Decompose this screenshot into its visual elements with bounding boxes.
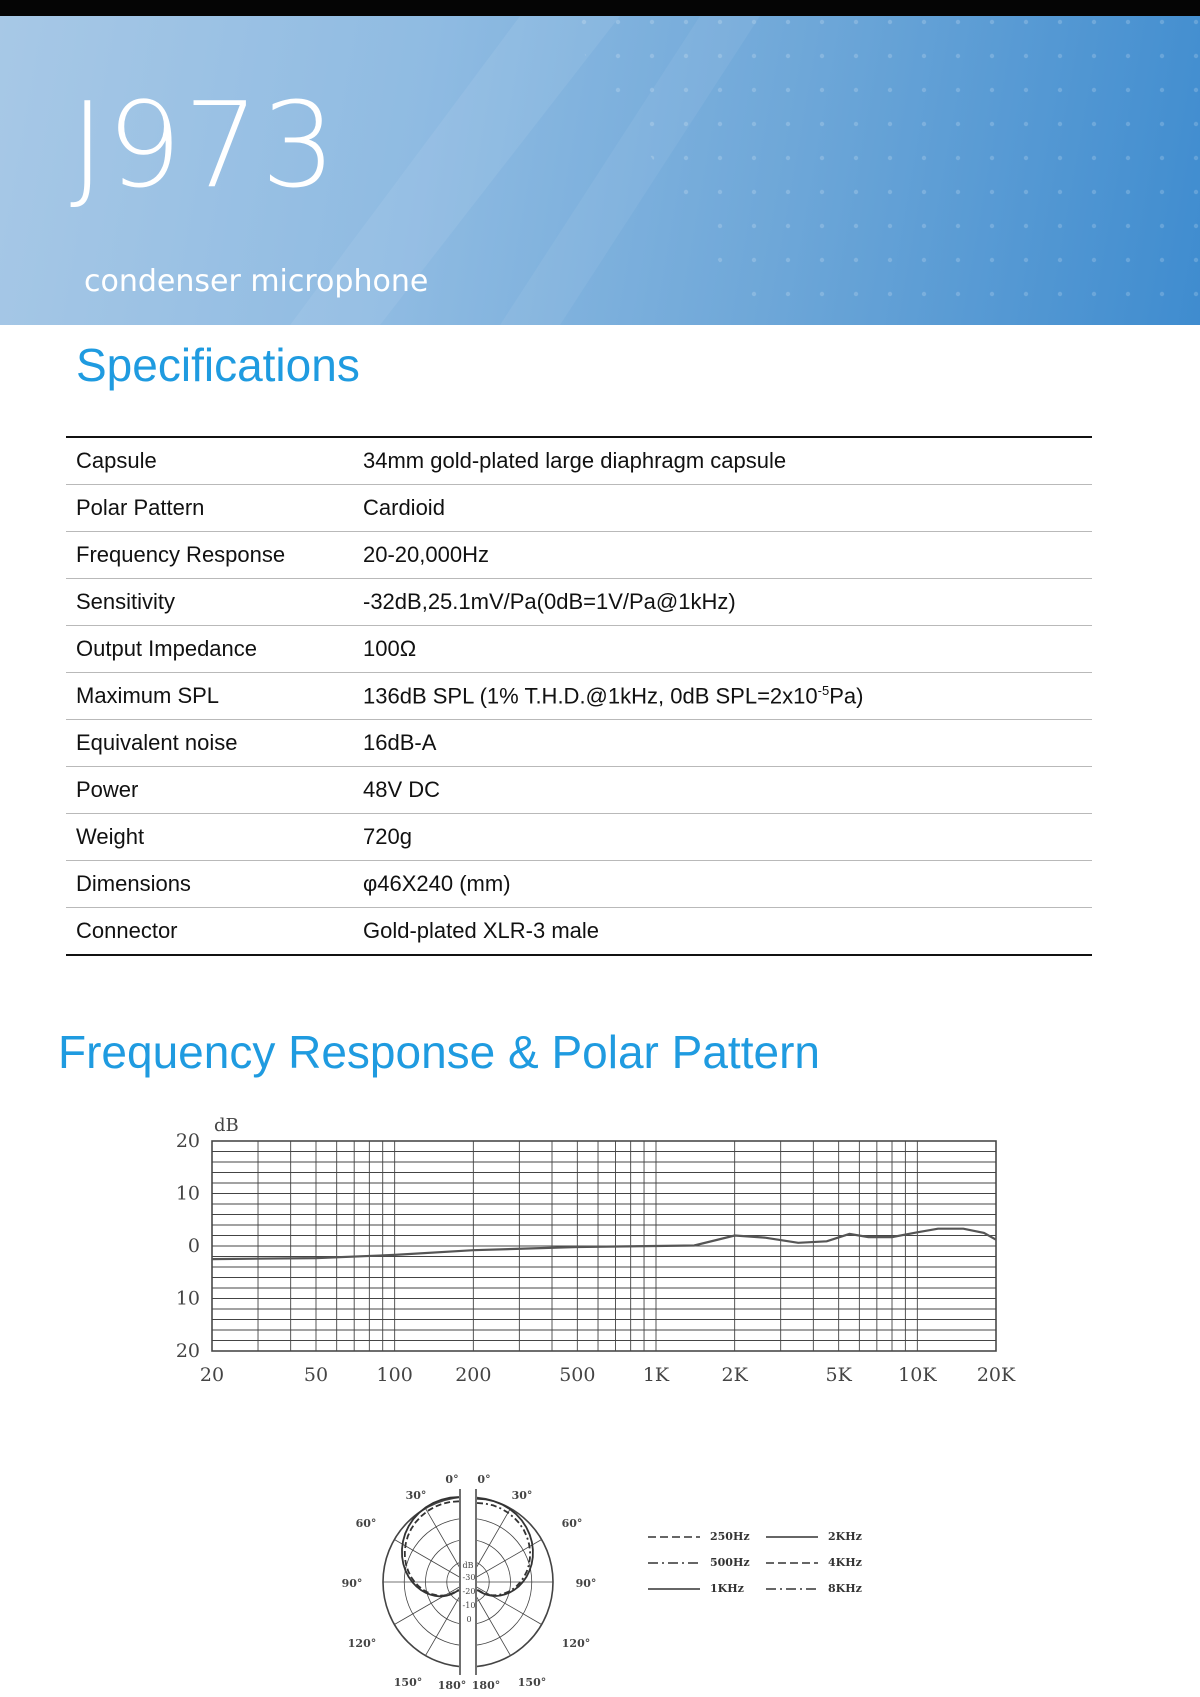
polar-angle-label: 30° (511, 1489, 533, 1502)
spec-value-text: 136dB SPL (1% T.H.D.@1kHz, 0dB SPL=2x10 (363, 683, 818, 709)
spec-label: Power (66, 767, 353, 814)
polar-pattern-chart (342, 1473, 597, 1692)
x-tick-label: 500 (559, 1364, 596, 1386)
spec-label: Maximum SPL (66, 673, 353, 720)
spec-value-text: Gold-plated XLR-3 male (363, 918, 600, 943)
y-tick-label: 20 (175, 1340, 200, 1362)
spec-label: Dimensions (66, 861, 353, 908)
spec-label: Frequency Response (66, 532, 353, 579)
spec-value-tail: Pa) (829, 683, 864, 709)
polar-spoke (468, 1582, 542, 1625)
legend-line-swatch (648, 1584, 700, 1594)
polar-radial-label: -30 (462, 1573, 476, 1582)
polar-angle-label: 180° (471, 1679, 501, 1692)
spec-value-text: 100Ω (363, 636, 417, 661)
frequency-response-chart (176, 1115, 1016, 1386)
polar-radial-label: 0 (466, 1615, 472, 1624)
polar-angle-label: 60° (561, 1517, 583, 1530)
legend-item (766, 1556, 862, 1569)
legend-item (648, 1530, 750, 1543)
x-tick-label: 20 (199, 1364, 225, 1386)
spec-value-text: 16dB-A (363, 730, 437, 755)
product-model: J973 (70, 76, 339, 214)
legend-item (766, 1530, 862, 1543)
polar-radial-label: -10 (462, 1601, 476, 1610)
polar-angle-label: 90° (341, 1577, 363, 1590)
legend-line-swatch (766, 1558, 818, 1568)
polar-angle-label: 90° (575, 1577, 597, 1590)
spec-value-text: 20-20,000Hz (363, 542, 489, 567)
x-tick-label: 50 (303, 1364, 329, 1386)
polar-angle-label: 150° (393, 1676, 423, 1689)
polar-angle-label: 0° (477, 1473, 491, 1486)
y-tick-label: 10 (175, 1182, 200, 1205)
spec-label: Weight (66, 814, 353, 861)
polar-angle-label: 120° (561, 1637, 591, 1650)
polar-angle-label: 60° (355, 1517, 377, 1530)
polar-trace (477, 1499, 533, 1596)
spec-value-text: 720g (363, 824, 412, 849)
legend-line-swatch (766, 1532, 818, 1542)
polar-angle-label: 120° (347, 1637, 377, 1650)
spec-value-text: 34mm gold-plated large diaphragm capsule (363, 448, 787, 473)
product-subtitle: condenser microphone (84, 264, 429, 299)
spec-value-text: -32dB,25.1mV/Pa(0dB=1V/Pa@1kHz) (363, 589, 736, 614)
x-tick-label: 100 (376, 1364, 413, 1386)
y-tick-label: 0 (187, 1235, 200, 1257)
polar-unit-label: dB (462, 1561, 474, 1570)
legend-item (648, 1556, 750, 1569)
spec-value-text: Cardioid (363, 495, 445, 520)
legend-item (766, 1582, 862, 1595)
legend-item (648, 1582, 744, 1595)
frequency-polar-heading: Frequency Response & Polar Pattern (58, 1026, 820, 1078)
spec-value-text: 48V DC (363, 777, 441, 802)
legend-line-swatch (648, 1558, 700, 1568)
polar-angle-label: 180° (437, 1679, 467, 1692)
center-axis-gap (459, 1485, 477, 1679)
spec-value-text: φ46X240 (mm) (363, 871, 511, 896)
x-tick-label: 200 (455, 1364, 492, 1386)
spec-label: Equivalent noise (66, 720, 353, 767)
x-tick-label: 20K (976, 1364, 1016, 1386)
legend-line-swatch (766, 1584, 818, 1594)
x-tick-label: 2K (721, 1364, 748, 1386)
spec-label: Sensitivity (66, 579, 353, 626)
legend-label: 500Hz (710, 1556, 750, 1569)
x-tick-label: 5K (825, 1364, 852, 1386)
legend-line-swatch (648, 1532, 700, 1542)
polar-radial-label: -20 (462, 1587, 476, 1596)
polar-trace (402, 1497, 459, 1596)
polar-angle-label: 0° (445, 1473, 459, 1486)
legend-label: 250Hz (710, 1530, 750, 1543)
y-tick-label: 10 (175, 1287, 200, 1310)
spec-value-superscript: -5 (817, 682, 830, 698)
spec-label: Polar Pattern (66, 485, 353, 532)
legend-label: 4KHz (828, 1556, 862, 1569)
spec-label: Output Impedance (66, 626, 353, 673)
specifications-heading: Specifications (76, 339, 360, 391)
spec-label: Connector (76, 918, 178, 943)
polar-spoke (468, 1540, 542, 1583)
spec-label: Capsule (66, 437, 353, 485)
polar-angle-label: 150° (517, 1676, 547, 1689)
y-tick-label: 20 (175, 1130, 200, 1152)
polar-spoke (394, 1582, 468, 1625)
legend-label: 2KHz (828, 1530, 862, 1543)
y-axis-label: dB (214, 1115, 239, 1136)
polar-angle-label: 30° (405, 1489, 427, 1502)
x-tick-label: 10K (898, 1364, 937, 1386)
legend-label: 1KHz (710, 1582, 744, 1595)
x-tick-label: 1K (642, 1364, 670, 1386)
legend-label: 8KHz (828, 1582, 862, 1595)
